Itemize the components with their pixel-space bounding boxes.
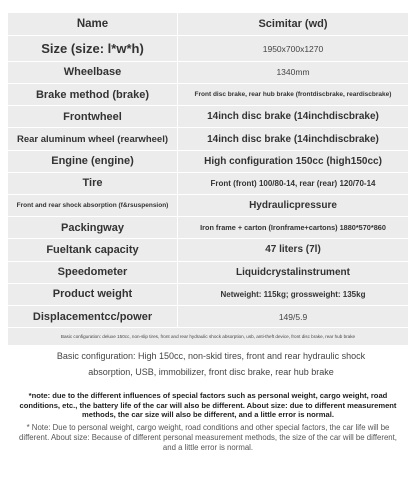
spec-value-wheelbase: 1340mm: [178, 62, 408, 83]
spec-label-frontwheel: Frontwheel: [8, 106, 177, 127]
spec-value-speedometer: Liquidcrystalinstrument: [178, 262, 408, 283]
spec-row-packing: [8, 217, 408, 238]
basic-configuration-text: Basic configuration: High 150cc, non-skid tires, front and rear hydraulic shock absorption, USB, immobilizer, front disc brake, rear hub brake: [56, 351, 366, 377]
spec-value-engine: High configuration 150cc (high150cc): [178, 151, 408, 172]
spec-row-suspension: [8, 195, 408, 216]
spec-row-size: [8, 36, 408, 61]
note-bold: *note: due to the different influences of special factors such as personal weight, cargo weight, road conditions, etc., the battery life of the car will also be different. About size: due to different measurement methods, the car size will also be different, and a little error is normal.: [19, 391, 397, 419]
spec-value-weight: Netweight: 115kg; grossweight: 135kg: [178, 284, 408, 305]
spec-row-displacement: [8, 306, 408, 327]
spec-row-weight: [8, 284, 408, 305]
spec-label-rearwheel: Rear aluminum wheel (rearwheel): [8, 128, 177, 149]
spec-row-basic-config: [8, 328, 408, 345]
spec-value-packing: Iron frame + carton (Ironframe+cartons) 1880*570*860: [178, 217, 408, 238]
spec-label-displacement: Displacementcc/power: [8, 306, 177, 327]
spec-label-engine: Engine (engine): [8, 151, 177, 172]
spec-label-weight: Product weight: [8, 284, 177, 305]
spec-row-rearwheel: [8, 128, 408, 149]
spec-row-brake: [8, 84, 408, 105]
spec-label-tire: Tire: [8, 173, 177, 194]
spec-label-speedometer: Speedometer: [8, 262, 177, 283]
spec-label-suspension: Front and rear shock absorption (f&rsuspension): [8, 195, 177, 216]
spec-value-frontwheel: 14inch disc brake (14inchdiscbrake): [178, 106, 408, 127]
header-label: Name: [8, 13, 177, 35]
spec-row-fueltank: [8, 239, 408, 260]
spec-row-engine: [8, 151, 408, 172]
spec-value-tire: Front (front) 100/80-14, rear (rear) 120/70-14: [178, 173, 408, 194]
spec-row-tire: [8, 173, 408, 194]
spec-label-size: Size (size: l*w*h): [8, 36, 177, 61]
spec-header-row: [8, 13, 408, 35]
note-light: * Note: Due to personal weight, cargo weight, road conditions and other special factors, the car life will be different. About size: Because of different personal measurement methods, the size of the car will be different, and a little error is normal.: [19, 423, 397, 452]
spec-basic-config-small: Basic configuration: deluxe 150cc, non-slip tires, front and rear hydraulic shock absorption, usb, anti-theft device, front disc brake, rear hub brake: [8, 328, 408, 345]
spec-label-brake: Brake method (brake): [8, 84, 177, 105]
spec-label-fueltank: Fueltank capacity: [8, 239, 177, 260]
spec-value-fueltank: 47 liters (7l): [178, 239, 408, 260]
spec-value-rearwheel: 14inch disc brake (14inchdiscbrake): [178, 128, 408, 149]
spec-row-frontwheel: [8, 106, 408, 127]
spec-value-brake: Front disc brake, rear hub brake (frontdiscbrake, reardiscbrake): [178, 84, 408, 105]
header-value: Scimitar (wd): [178, 13, 408, 35]
spec-row-speedometer: [8, 262, 408, 283]
spec-value-size: 1950x700x1270: [178, 36, 408, 61]
spec-value-suspension: Hydraulicpressure: [178, 195, 408, 216]
spec-value-displacement: 149/5.9: [178, 306, 408, 327]
spec-table: [7, 12, 409, 346]
spec-row-wheelbase: [8, 62, 408, 83]
spec-label-wheelbase: Wheelbase: [8, 62, 177, 83]
spec-label-packing: Packingway: [8, 217, 177, 238]
